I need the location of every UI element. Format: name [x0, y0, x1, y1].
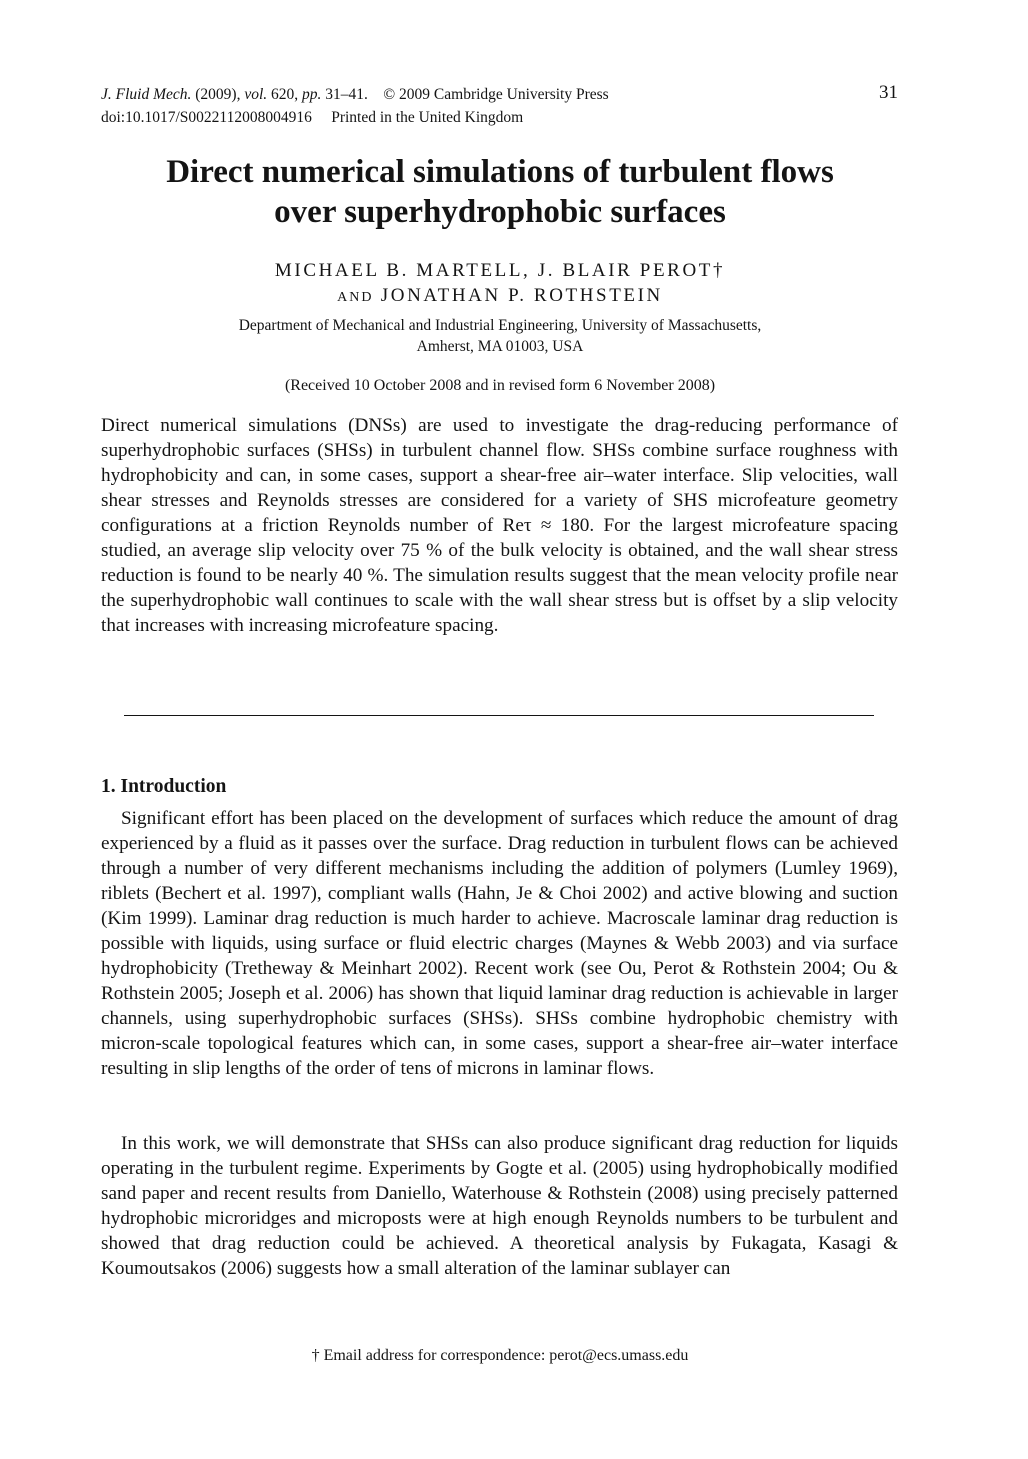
correspondence-footnote: † Email address for correspondence: perot@ecs.umass.edu: [311, 1347, 689, 1364]
page-range: 31–41.: [325, 86, 368, 103]
doi-line: [101, 108, 523, 128]
abstract: Direct numerical simulations (DNSs) are used to investigate the drag-reducing performance of superhydrophobic surfaces (SHSs) in turbulent channel flow. SHSs combine surface roughness with hydrophobicity and can, in some cases, support a shear-free air–water interface. Slip velocities, wall shear stresses and Reynolds stresses are considered for a variety of SHS microfeature geometry configurations at a friction Reynolds number of Reτ ≈ 180. For the largest microfeature spacing studied, an average slip velocity over 75 % of the bulk velocity is obtained, and the wall shear stress reduction is found to be nearly 40 %. The simulation results suggest that the mean velocity profile near the superhydrophobic wall continues to scale with the wall shear stress but is offset by a slip velocity that increases with increasing microfeature spacing.: [101, 415, 898, 636]
received-dates: (Received 10 October 2008 and in revised form 6 November 2008): [284, 377, 716, 394]
authors-line-1: MICHAEL B. MARTELL, J. BLAIR PEROT†: [274, 260, 726, 281]
journal-year: (2009),: [195, 86, 241, 103]
volume-number: 620,: [271, 86, 299, 103]
volume-label: vol.: [244, 86, 268, 103]
page-number: 31: [879, 82, 898, 103]
journal-name: J. Fluid Mech.: [101, 86, 192, 103]
printed-notice: Printed in the United Kingdom: [331, 109, 524, 126]
pages-label: pp.: [302, 86, 322, 103]
last-author: JONATHAN P. ROTHSTEIN: [380, 285, 663, 306]
and-connector: AND: [337, 290, 374, 305]
title-line-1: Direct numerical simulations of turbulent flows: [166, 154, 834, 190]
running-header: [101, 85, 609, 105]
paper-title: [60, 152, 940, 232]
copyright-notice: © 2009 Cambridge University Press: [383, 86, 609, 103]
affiliation-line-2: Amherst, MA 01003, USA: [416, 338, 584, 355]
authors-line-2: [60, 283, 940, 310]
title-line-2: over superhydrophobic surfaces: [274, 194, 726, 230]
intro-paragraph-1: Significant effort has been placed on the development of surfaces which reduce the amount of drag experienced by a fluid as it passes over the surface. Drag reduction in turbulent flows can be achieved through a number of very different mechanisms including the addition of polymers (Lumley 1969), riblets (Bechert et al. 1997), compliant walls (Hahn, Je & Choi 2002) and active blowing and suction (Kim 1999). Laminar drag reduction is much harder to achieve. Macroscale laminar drag reduction is possible with liquids, using surface or fluid electric charges (Maynes & Webb 2003) and via surface hydrophobicity (Tretheway & Meinhart 2002). Recent work (see Ou, Perot & Rothstein 2004; Ou & Rothstein 2005; Joseph et al. 2006) has shown that liquid laminar drag reduction is achievable in larger channels, using superhydrophobic surfaces (SHSs). SHSs combine hydrophobic chemistry with micron-scale topological features which can, in some cases, support a shear-free air–water interface resulting in slip lengths of the order of tens of microns in laminar flows.: [101, 808, 898, 1079]
intro-paragraph-2: In this work, we will demonstrate that SHSs can also produce significant drag reduction for liquids operating in the turbulent regime. Experiments by Gogte et al. (2005) using hydrophobically modified sand paper and recent results from Daniello, Waterhouse & Rothstein (2008) using precisely patterned hydrophobic microridges and microposts were at high enough Reynolds numbers to be turbulent and showed that drag reduction could be achieved. A theoretical analysis by Fukagata, Kasagi & Koumoutsakos (2006) suggests how a small alteration of the laminar sublayer can: [101, 1133, 898, 1279]
section-heading: 1. Introduction: [101, 776, 227, 797]
affiliation-line-1: Department of Mechanical and Industrial Engineering, University of Massachusetts,: [238, 317, 762, 334]
affiliation: [60, 315, 940, 357]
abstract-divider: [124, 715, 874, 716]
doi: doi:10.1017/S0022112008004916: [101, 109, 312, 126]
